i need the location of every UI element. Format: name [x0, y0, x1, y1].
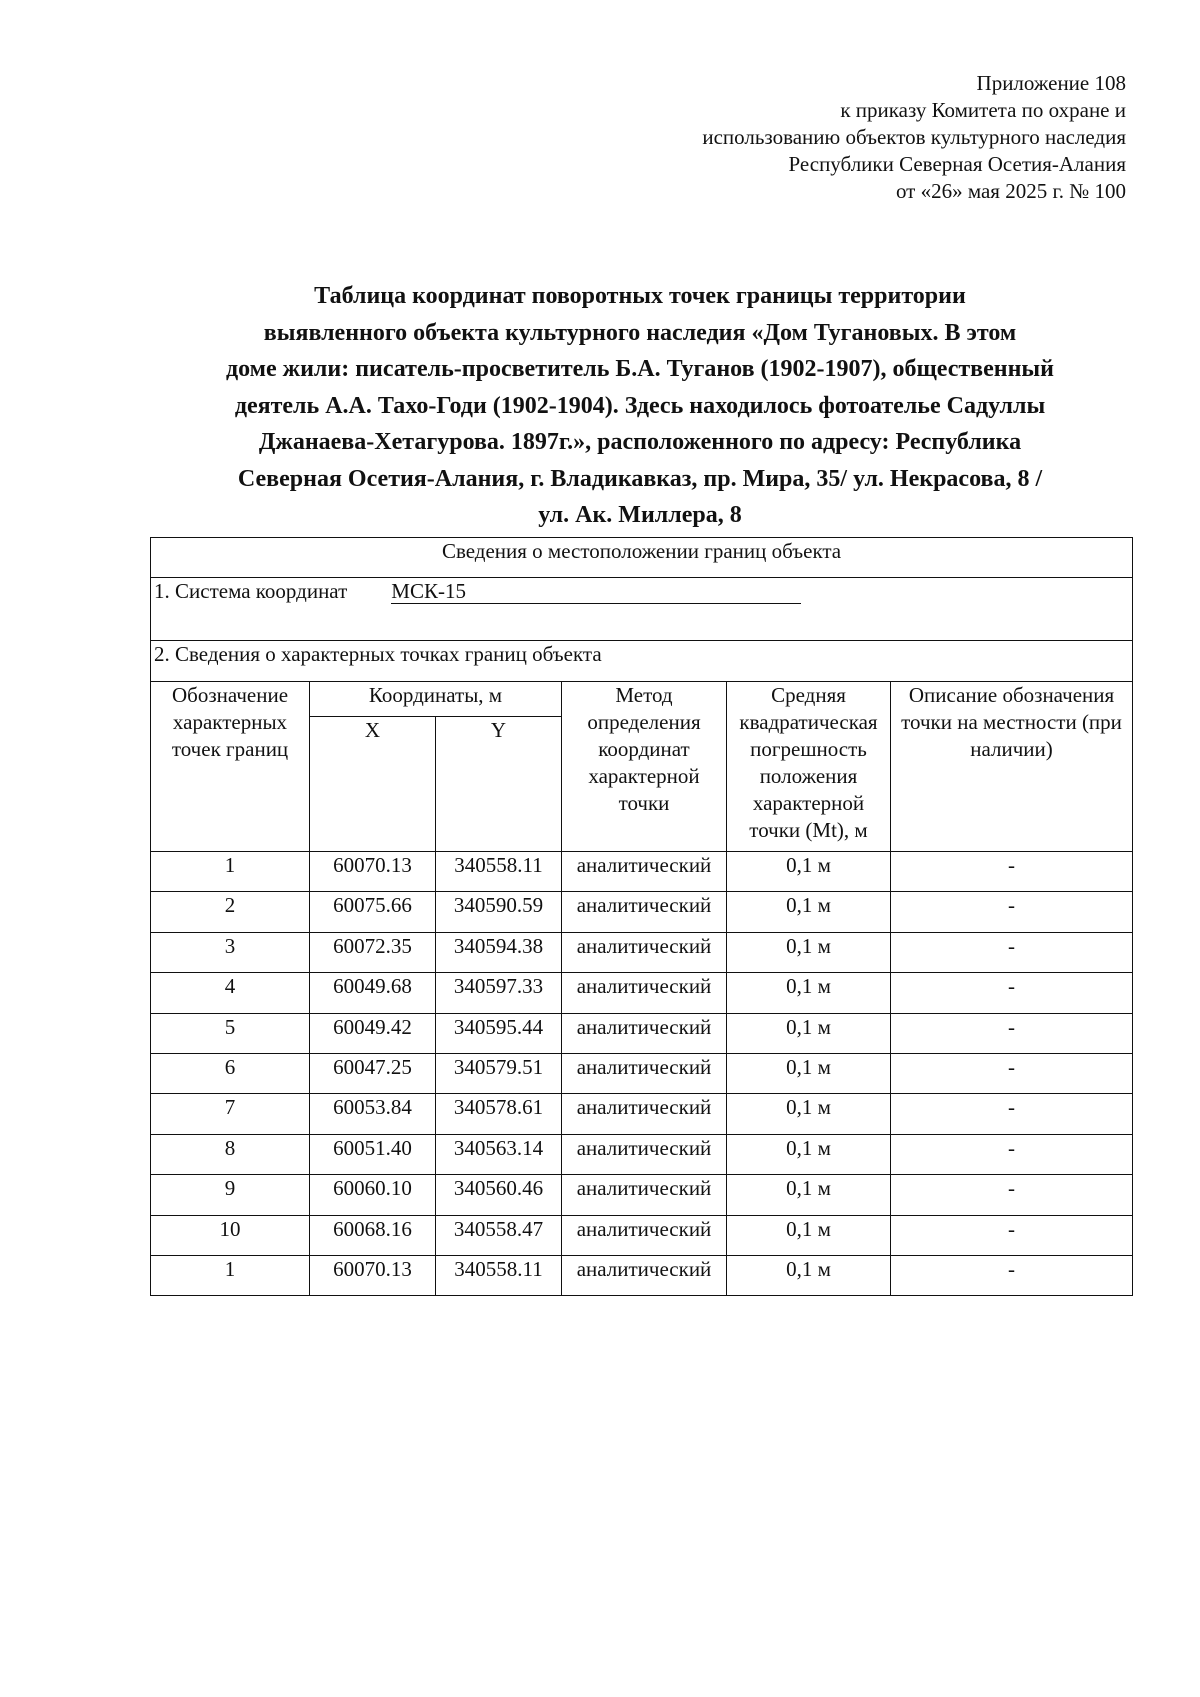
coord-y-cell: 340558.11	[436, 852, 562, 892]
error-cell: 0,1 м	[727, 1053, 891, 1093]
point-number-cell: 6	[151, 1053, 310, 1093]
description-cell: -	[891, 892, 1133, 932]
method-cell: аналитический	[562, 1255, 727, 1295]
description-cell: -	[891, 1053, 1133, 1093]
table-row	[151, 1053, 1133, 1093]
col-description-header: Описание обозначения точки на местности (при наличии)	[891, 682, 1133, 852]
coord-x-cell: 60075.66	[310, 892, 436, 932]
method-cell: аналитический	[562, 1175, 727, 1215]
error-cell: 0,1 м	[727, 932, 891, 972]
description-cell: -	[891, 1255, 1133, 1295]
table-row	[151, 892, 1133, 932]
description-cell: -	[891, 1134, 1133, 1174]
title-line: деятель А.А. Тахо-Годи (1902-1904). Здесь находилось фотоателье Садуллы	[234, 392, 1046, 419]
title-line: ул. Ак. Миллера, 8	[538, 502, 742, 528]
point-number-cell: 9	[151, 1175, 310, 1215]
point-number-cell: 7	[151, 1094, 310, 1134]
col-method-header: Метод определения координат характерной точки	[562, 682, 727, 852]
error-cell: 0,1 м	[727, 892, 891, 932]
coord-y-cell: 340594.38	[436, 932, 562, 972]
error-cell: 0,1 м	[727, 1013, 891, 1053]
table-row	[151, 1013, 1133, 1053]
error-cell: 0,1 м	[727, 852, 891, 892]
coord-y-cell: 340590.59	[436, 892, 562, 932]
appendix-line: использованию объектов культурного наследия	[702, 125, 1126, 149]
coord-y-cell: 340579.51	[436, 1053, 562, 1093]
coord-x-cell: 60070.13	[310, 1255, 436, 1295]
method-cell: аналитический	[562, 852, 727, 892]
method-cell: аналитический	[562, 932, 727, 972]
table-row	[151, 1175, 1133, 1215]
coord-y-cell: 340597.33	[436, 973, 562, 1013]
error-cell: 0,1 м	[727, 1134, 891, 1174]
point-number-cell: 1	[151, 1255, 310, 1295]
appendix-note	[702, 70, 1126, 205]
points-section-heading: 2. Сведения о характерных точках границ объекта	[151, 641, 1133, 682]
description-cell: -	[891, 1215, 1133, 1255]
point-number-cell: 3	[151, 932, 310, 972]
method-cell: аналитический	[562, 1215, 727, 1255]
table-row	[151, 1134, 1133, 1174]
description-cell: -	[891, 1094, 1133, 1134]
table-row	[151, 1255, 1133, 1295]
title-line: Таблица координат поворотных точек границы территории	[314, 283, 966, 309]
table-row	[151, 852, 1133, 892]
appendix-line: от «26» мая 2025 г. № 100	[895, 179, 1126, 203]
method-cell: аналитический	[562, 892, 727, 932]
coord-x-cell: 60060.10	[310, 1175, 436, 1215]
point-number-cell: 2	[151, 892, 310, 932]
coord-x-cell: 60047.25	[310, 1053, 436, 1093]
coord-x-cell: 60068.16	[310, 1215, 436, 1255]
method-cell: аналитический	[562, 1053, 727, 1093]
error-cell: 0,1 м	[727, 1215, 891, 1255]
error-cell: 0,1 м	[727, 973, 891, 1013]
title-line: Северная Осетия-Алания, г. Владикавказ, пр. Мира, 35/ ул. Некрасова, 8 /	[237, 465, 1043, 492]
description-cell: -	[891, 852, 1133, 892]
point-number-cell: 8	[151, 1134, 310, 1174]
appendix-line: Республики Северная Осетия-Алания	[788, 152, 1126, 176]
title-line: доме жили: писатель-просветитель Б.А. Туганов (1902-1907), общественный	[226, 356, 1054, 382]
description-cell: -	[891, 932, 1133, 972]
coord-x-cell: 60051.40	[310, 1134, 436, 1174]
coord-x-cell: 60049.42	[310, 1013, 436, 1053]
document-title	[150, 278, 1130, 534]
table-row	[151, 1215, 1133, 1255]
col-designation-header: Обозначение характерных точек границ	[151, 682, 310, 852]
method-cell: аналитический	[562, 1094, 727, 1134]
point-number-cell: 10	[151, 1215, 310, 1255]
coord-x-cell: 60072.35	[310, 932, 436, 972]
description-cell: -	[891, 1013, 1133, 1053]
table-heading: Сведения о местоположении границ объекта	[151, 538, 1133, 578]
coord-y-cell: 340560.46	[436, 1175, 562, 1215]
description-cell: -	[891, 1175, 1133, 1215]
coord-y-cell: 340595.44	[436, 1013, 562, 1053]
title-line: выявленного объекта культурного наследия «Дом Тугановых. В этом	[263, 319, 1017, 346]
method-cell: аналитический	[562, 973, 727, 1013]
method-cell: аналитический	[562, 1134, 727, 1174]
col-y-header: Y	[436, 717, 562, 852]
table-row	[151, 932, 1133, 972]
method-cell: аналитический	[562, 1013, 727, 1053]
coord-y-cell: 340563.14	[436, 1134, 562, 1174]
error-cell: 0,1 м	[727, 1175, 891, 1215]
description-cell: -	[891, 973, 1133, 1013]
coordinates-table	[150, 537, 1133, 1296]
coord-y-cell: 340558.11	[436, 1255, 562, 1295]
point-number-cell: 5	[151, 1013, 310, 1053]
col-x-header: X	[310, 717, 436, 852]
coord-x-cell: 60053.84	[310, 1094, 436, 1134]
col-error-header: Средняя квадратическая погрешность положения характерной точки (Mt), м	[727, 682, 891, 852]
coord-system-label: 1. Система координат	[154, 579, 348, 603]
point-number-cell: 4	[151, 973, 310, 1013]
coord-x-cell: 60070.13	[310, 852, 436, 892]
col-coordinates-header: Координаты, м	[310, 682, 562, 717]
table-row	[151, 1094, 1133, 1134]
coord-system-cell	[151, 578, 1133, 641]
table-row	[151, 973, 1133, 1013]
coord-y-cell: 340558.47	[436, 1215, 562, 1255]
coord-y-cell: 340578.61	[436, 1094, 562, 1134]
coord-system-value: МСК-15	[391, 579, 801, 604]
error-cell: 0,1 м	[727, 1094, 891, 1134]
error-cell: 0,1 м	[727, 1255, 891, 1295]
title-line: Джанаева-Хетагурова. 1897г.», расположенного по адресу: Республика	[258, 429, 1022, 455]
point-number-cell: 1	[151, 852, 310, 892]
appendix-line: Приложение 108	[976, 71, 1126, 95]
coord-x-cell: 60049.68	[310, 973, 436, 1013]
appendix-line: к приказу Комитета по охране и	[840, 98, 1126, 122]
